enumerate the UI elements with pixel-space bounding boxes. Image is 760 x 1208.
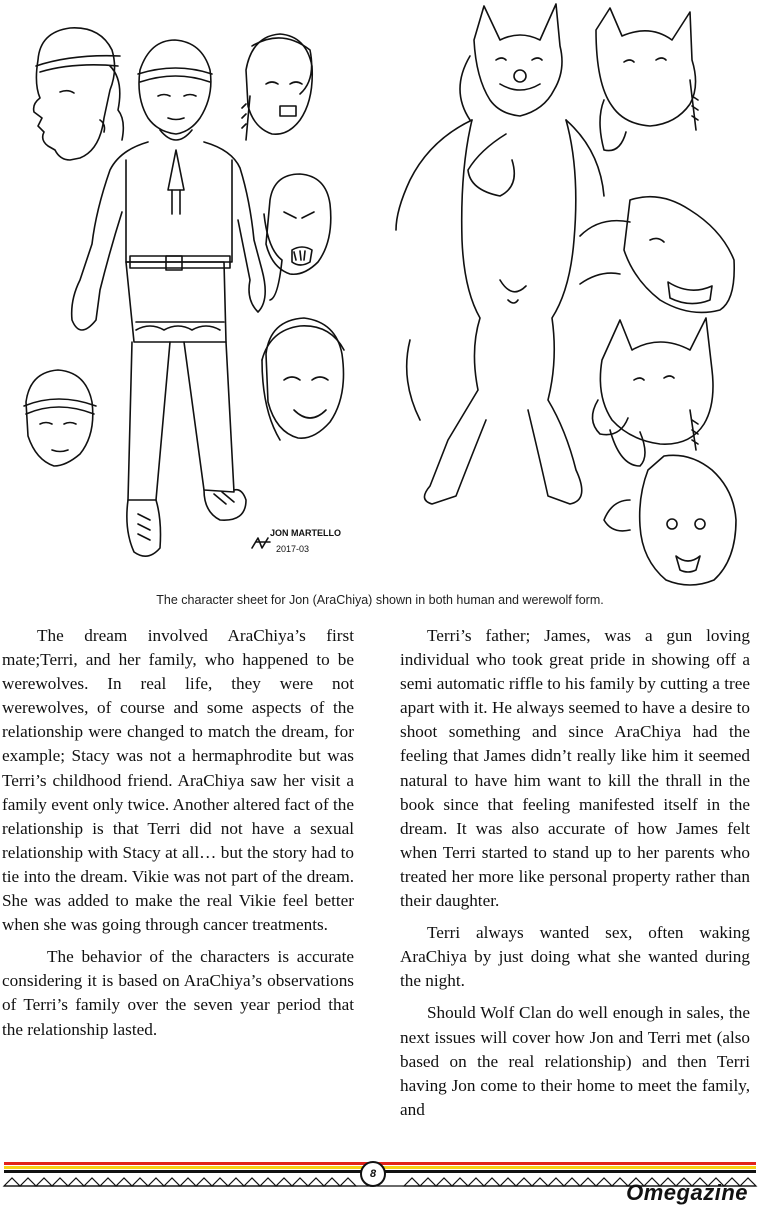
right-text-column [400, 624, 750, 1130]
human-head-profile [34, 28, 124, 160]
character-sheet-illustration [0, 0, 760, 592]
zigzag-triangle [436, 1178, 452, 1186]
paragraph: The behavior of the characters is accurate considering it is based on AraChiya’s observations of Terri’s family over the seven year period that the relationship lasted. [2, 947, 354, 1039]
artist-signature-date: 2017-03 [276, 544, 310, 554]
werewolf-head-tongue-side [592, 318, 713, 466]
zigzag-triangle [68, 1178, 84, 1186]
zigzag-triangle [100, 1178, 116, 1186]
zigzag-triangle [468, 1178, 484, 1186]
zigzag-triangle [36, 1178, 52, 1186]
zigzag-triangle [580, 1178, 596, 1186]
artist-signature-name: JON MARTELLO [270, 528, 341, 538]
zigzag-triangle [228, 1178, 244, 1186]
magazine-brand-logo: Omegazine [626, 1180, 748, 1205]
zigzag-triangle [52, 1178, 68, 1186]
werewolf-head-surprised [604, 455, 736, 585]
paragraph: The dream involved AraChiya’s first mate;Terri, and her family, who happened to be werewolves. In real life, they were not werewolves, of course and some aspects of the relationship were changed to match the dream, for example; Stacy was not a hermaphrodite but was Terri’s childhood friend. AraChiya saw her visit a family event only twice. Another altered fact of the relationship is that Terri did not have a sexual relationship with Stacy at all… but the story had to tie into the dream. Vikie was not part of the dream. She was added to make the real Vikie feel better when she was going through cancer treatments. [2, 626, 354, 935]
zigzag-triangle [532, 1178, 548, 1186]
illustration-caption: The character sheet for Jon (AraChiya) shown in both human and werewolf form. [156, 593, 604, 607]
human-head-front-small [24, 370, 96, 466]
werewolf-head-tongue [596, 8, 698, 151]
zigzag-triangle [484, 1178, 500, 1186]
zigzag-triangle [148, 1178, 164, 1186]
page-number: 8 [360, 1161, 386, 1187]
zigzag-triangle [244, 1178, 260, 1186]
zigzag-triangle [596, 1178, 612, 1186]
human-head-smile [262, 318, 344, 440]
werewolf-head-snarl [580, 197, 734, 313]
zigzag-triangle [548, 1178, 564, 1186]
zigzag-triangle [516, 1178, 532, 1186]
zigzag-triangle [324, 1178, 340, 1186]
zigzag-triangle [404, 1178, 420, 1186]
zigzag-triangle [180, 1178, 196, 1186]
human-head-grimace [242, 34, 312, 140]
zigzag-triangle [164, 1178, 180, 1186]
zigzag-triangle [260, 1178, 276, 1186]
zigzag-triangle [196, 1178, 212, 1186]
zigzag-triangle [500, 1178, 516, 1186]
paragraph: Should Wolf Clan do well enough in sales, the next issues will cover how Jon and Terri met (also based on the real relationship) and then Terri having Jon come to their home to meet the family, and [400, 1003, 750, 1119]
zigzag-triangle [452, 1178, 468, 1186]
paragraph: Terri always wanted sex, often waking AraChiya by just doing what she wanted during the night. [400, 923, 750, 991]
left-text-column [2, 624, 354, 1050]
zigzag-triangle [20, 1178, 36, 1186]
zigzag-triangle [132, 1178, 148, 1186]
zigzag-triangle [116, 1178, 132, 1186]
human-head-snarl [264, 174, 331, 300]
zigzag-triangle [420, 1178, 436, 1186]
zigzag-triangle [212, 1178, 228, 1186]
zigzag-triangle [564, 1178, 580, 1186]
paragraph: Terri’s father; James, was a gun loving individual who took great pride in showing off a semi automatic riffle to his family by cutting a tree apart with it. He always seemed to have a desire to shoot something and since AraChiya had the feeling that James didn’t really like him it seemed natural to have him want to kill the thrall in the book since that feeling manifested itself in the dream. It was also accurate of how James felt when Terri started to stand up to her parents who treated her more like personal property rather than their daughter. [400, 626, 750, 911]
zigzag-triangle [4, 1178, 20, 1186]
werewolf-full-body [396, 4, 604, 504]
zigzag-triangle [276, 1178, 292, 1186]
zigzag-triangle [292, 1178, 308, 1186]
zigzag-triangle [340, 1178, 356, 1186]
zigzag-triangle [84, 1178, 100, 1186]
human-full-body [72, 40, 266, 556]
zigzag-triangle [308, 1178, 324, 1186]
